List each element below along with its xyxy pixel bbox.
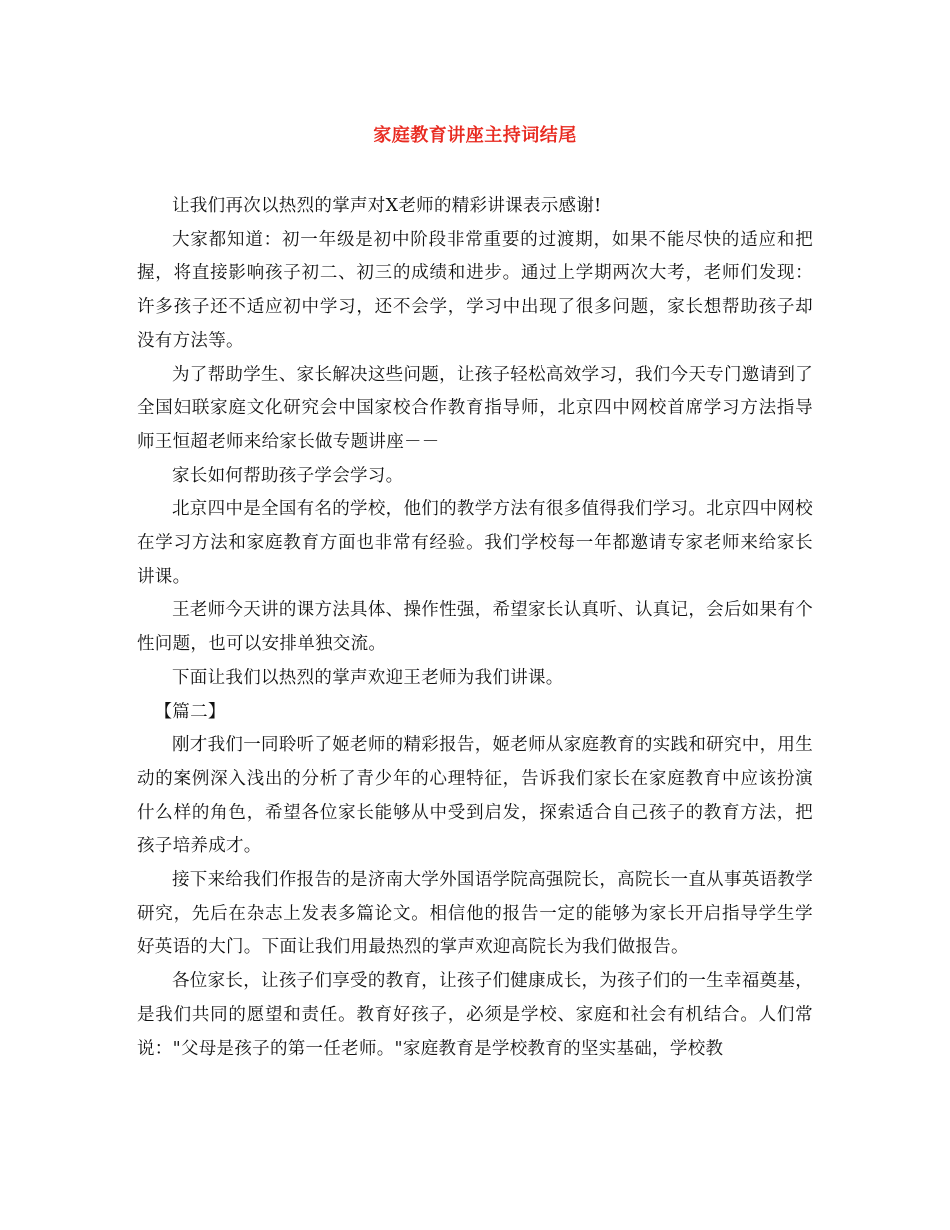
paragraph: 各位家长，让孩子们享受的教育，让孩子们健康成长，为孩子们的一生幸福奠基，是我们共同的愿望和责任。教育好孩子，必须是学校、家庭和社会有机结合。人们常说："父母是孩子的第一任老师。"家庭教育是学校教育的坚实基础，学校教	[137, 971, 813, 1059]
paragraph: 家长如何帮助孩子学会学习。	[172, 465, 404, 486]
section-heading: 【篇二】	[154, 701, 226, 722]
paragraph: 王老师今天讲的课方法具体、操作性强，希望家长认真听、认真记，会后如果有个性问题，也可以安排单独交流。	[137, 600, 813, 655]
paragraph: 北京四中是全国有名的学校，他们的教学方法有很多值得我们学习。北京四中网校在学习方法和家庭教育方面也非常有经验。我们学校每一年都邀请专家老师来给家长讲课。	[137, 499, 813, 587]
document-body	[137, 190, 813, 1066]
paragraph: 刚才我们一同聆听了姬老师的精彩报告，姬老师从家庭教育的实践和研究中，用生动的案例深入浅出的分析了青少年的心理特征，告诉我们家长在家庭教育中应该扮演什么样的角色，希望各位家长能够从中受到启发，探索适合自己孩子的教育方法，把孩子培养成才。	[137, 735, 813, 857]
paragraph: 让我们再次以热烈的掌声对X老师的精彩讲课表示感谢!	[172, 196, 602, 216]
paragraph: 接下来给我们作报告的是济南大学外国语学院高强院长，高院长一直从事英语教学研究，先后在杂志上发表多篇论文。相信他的报告一定的能够为家长开启指导学生学好英语的大门。下面让我们用最热烈的掌声欢迎高院长为我们做报告。	[137, 870, 813, 958]
paragraph: 下面让我们以热烈的掌声欢迎王老师为我们讲课。	[172, 667, 564, 688]
paragraph: 为了帮助学生、家长解决这些问题，让孩子轻松高效学习，我们今天专门邀请到了全国妇联家庭文化研究会中国家校合作教育指导师，北京四中网校首席学习方法指导师王恒超老师来给家长做专题讲座－－	[137, 364, 813, 452]
paragraph: 大家都知道：初一年级是初中阶段非常重要的过渡期，如果不能尽快的适应和把握，将直接影响孩子初二、初三的成绩和进步。通过上学期两次大考，老师们发现：许多孩子还不适应初中学习，还不会学，学习中出现了很多问题，家长想帮助孩子却没有方法等。	[137, 229, 813, 351]
document-title: 家庭教育讲座主持词结尾	[373, 125, 577, 146]
